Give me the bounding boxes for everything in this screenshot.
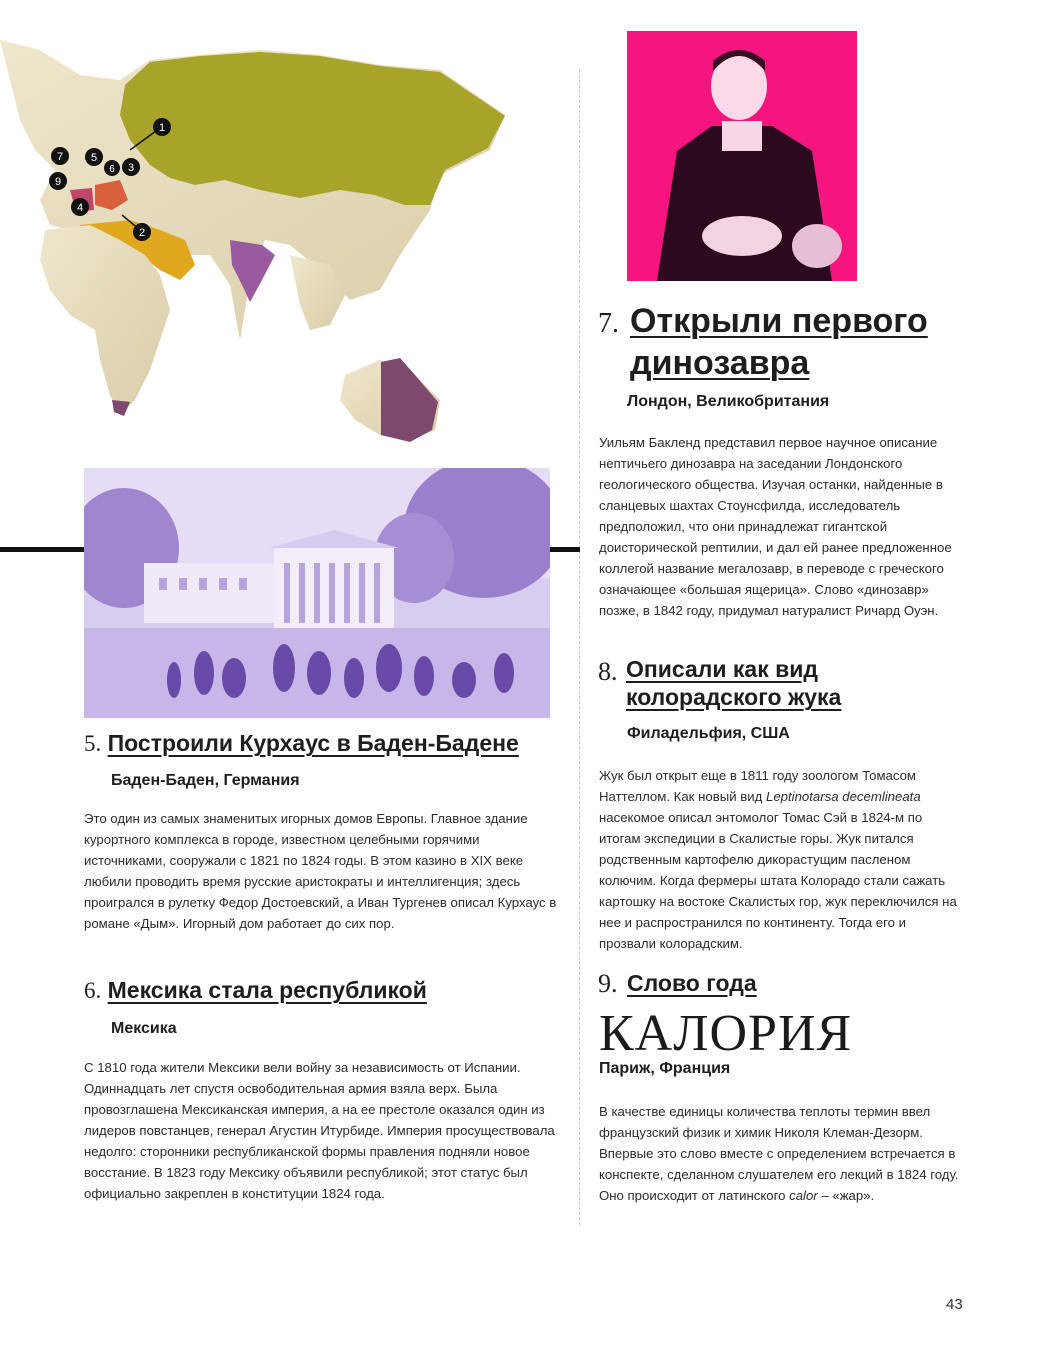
section-8-place: Филадельфия, США bbox=[627, 725, 790, 742]
section-7-number: 7. bbox=[598, 308, 619, 339]
south-africa-region bbox=[112, 400, 130, 416]
map-marker-9 bbox=[49, 172, 67, 190]
kurhaus-engraving-image bbox=[84, 468, 550, 718]
section-5-text: Это один из самых знаменитых игорных домов Европы. Главное здание курортного комплекса в городе, известном целебными горячими источниками, сооружали с 1821 по 1824 годы. В этом казино в XIX веке любили проводить время русские аристократы и интеллигенция; здесь проигрался в рулетку Федор Достоевский, а Иван Тургенев описал Курхаус в романе «Дым». Игорный дом работает до сих пор. bbox=[84, 811, 557, 931]
section-8-text-part-a: Жук был открыт еще в 1811 году зоологом Томасом Наттеллом. Как новый вид bbox=[599, 768, 916, 804]
section-8-title: Описали как вид колорадского жука bbox=[626, 656, 842, 710]
section-6-heading bbox=[84, 977, 427, 1004]
map-marker-4 bbox=[71, 198, 89, 216]
section-9-text-part-b: – «жар». bbox=[817, 1188, 875, 1203]
svg-text:7: 7 bbox=[56, 151, 64, 163]
page-number: 43 bbox=[946, 1296, 963, 1313]
section-9-place: Париж, Франция bbox=[599, 1060, 731, 1077]
section-6-place: Мексика bbox=[111, 1020, 177, 1037]
svg-text:5: 5 bbox=[90, 152, 98, 164]
section-5-place: Баден-Баден, Германия bbox=[111, 772, 300, 789]
column-separator bbox=[579, 70, 580, 1225]
latin-word: calor bbox=[789, 1188, 818, 1203]
section-9-text bbox=[599, 1101, 961, 1206]
svg-text:9: 9 bbox=[54, 176, 62, 188]
section-9-text-part-a: В качестве единицы количества теплоты термин ввел французский физик и химик Николя Клеман-Дезорм. Впервые это слово вместе с определением встречается в конспекте, сделанном слушателем его лекций в 1824 году. Оно происходит от латинского bbox=[599, 1104, 959, 1203]
section-5-number: 5. bbox=[84, 731, 102, 756]
section-8-number: 8. bbox=[598, 657, 618, 686]
section-7-place: Лондон, Великобритания bbox=[627, 393, 830, 410]
section-6-title: Мексика стала республикой bbox=[107, 977, 427, 1003]
section-9-number: 9. bbox=[598, 969, 618, 998]
species-name: Leptinotarsa decemlineata bbox=[765, 789, 921, 804]
section-5-heading bbox=[84, 730, 519, 757]
section-7-title: Открыли первого динозавра bbox=[630, 302, 928, 382]
map-marker-7 bbox=[51, 147, 69, 165]
section-6-number: 6. bbox=[84, 978, 102, 1003]
svg-text:1: 1 bbox=[158, 122, 166, 134]
section-5-title: Построили Курхаус в Баден-Бадене bbox=[107, 730, 519, 756]
svg-text:2: 2 bbox=[138, 227, 146, 239]
svg-text:4: 4 bbox=[76, 202, 84, 214]
svg-text:3: 3 bbox=[127, 162, 135, 174]
buckland-portrait-image bbox=[627, 31, 857, 281]
section-7-text: Уильям Бакленд представил первое научное описание нептичьего динозавра на заседании Лондонского геологического общества. Изучая останки, найденные в сланцевых шахтах Стоунсфилда, исследователь предположил, что они принадлежат гигантской доисторической рептилии, и дал ей ранее предложенное коллегой название мегалозавр, в переводе с греческого означающее «большая ящерица». Слово «динозавр» позже, в 1842 году, придумал натуралист Ричард Оуэн. bbox=[599, 435, 952, 618]
map-marker-5 bbox=[85, 148, 103, 166]
section-6-text: С 1810 года жители Мексики вели войну за независимость от Испании. Одиннадцать лет спустя освободительная армия взяла верх. Была провозглашена Мексиканская империя, а на ее престоле оказался один из лидеров повстанцев, генерал Агустин Итурбиде. Империя просуществовала недолго: сторонники республиканской формы правления подняли новое восстание. В 1823 году Мексику объявили республикой; этот статус был официально закреплен в конституции 1824 года. bbox=[84, 1060, 555, 1201]
australia-region bbox=[381, 358, 438, 442]
divider-bar-left bbox=[0, 547, 84, 552]
section-8-text-part-b: насекомое описал энтомолог Томас Сэй в 1824-м по итогам экспедиции в Скалистые горы. Жук питался родственным картофелю дикорастущим пасленом колючим. Когда фермеры штата Колорадо стали сажать картошку на востоке Скалистых гор, жук переключился на нее и распространился по континенту. Тогда его и прозвали колорадским. bbox=[599, 810, 957, 951]
world-map bbox=[0, 40, 520, 460]
section-9-title: Слово года bbox=[627, 970, 757, 996]
map-marker-6 bbox=[104, 160, 120, 176]
divider-bar-right bbox=[550, 547, 580, 552]
section-8-text bbox=[599, 765, 963, 954]
svg-text:6: 6 bbox=[109, 164, 115, 175]
word-of-year: КАЛОРИЯ bbox=[599, 1005, 853, 1062]
map-marker-3 bbox=[122, 158, 140, 176]
